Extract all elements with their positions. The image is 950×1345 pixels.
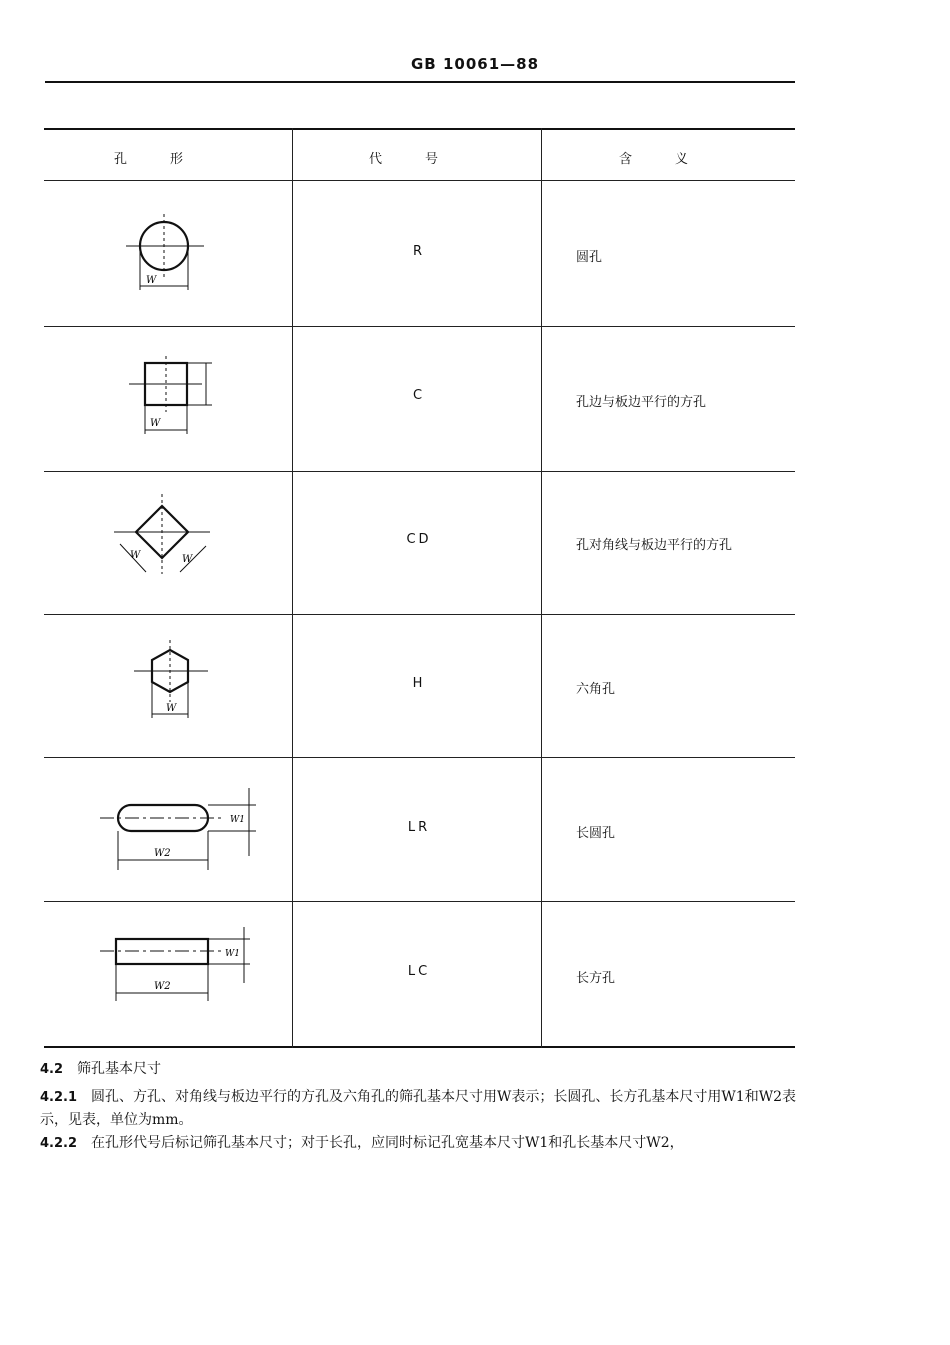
code-cell: CD	[406, 532, 432, 547]
dim-label: W1	[225, 949, 240, 959]
paragraph-text: 在孔形代号后标记筛孔基本尺寸；对于长孔，应同时标记孔宽基本尺寸W1和孔长基本尺寸W2，	[91, 1135, 684, 1151]
standard-number: GB 10061—88	[410, 55, 540, 73]
column-divider	[541, 128, 542, 1048]
row-divider	[44, 757, 795, 758]
meaning-cell: 六角孔	[576, 682, 616, 697]
paragraph-number: 4.2.2	[40, 1136, 78, 1151]
section-heading	[40, 1058, 800, 1081]
long-square-hole-icon	[84, 923, 254, 1027]
code-cell: C	[412, 388, 426, 403]
hole-type-table	[44, 128, 795, 1048]
dim-label: W	[150, 418, 161, 429]
diamond-hole-icon	[84, 488, 254, 592]
meaning-cell: 圆孔	[576, 250, 603, 265]
dim-label: W	[130, 550, 141, 561]
table-bottom-rule	[44, 1046, 795, 1048]
section-number: 4.2	[40, 1062, 64, 1077]
paragraph-4-2-2	[40, 1132, 800, 1155]
column-divider	[292, 128, 293, 1048]
meaning-cell: 长方孔	[576, 971, 616, 986]
dim-label: W2	[154, 848, 171, 859]
row-divider	[44, 901, 795, 902]
section-title: 筛孔基本尺寸	[77, 1061, 162, 1077]
code-cell: LC	[407, 964, 431, 979]
dim-label: W	[146, 275, 157, 286]
meaning-cell: 孔对角线与板边平行的方孔	[576, 538, 733, 553]
column-header-code: 代 号	[369, 152, 440, 167]
hexagon-hole-icon	[84, 636, 254, 730]
paragraph-number: 4.2.1	[40, 1090, 78, 1105]
code-cell: R	[412, 244, 426, 259]
code-cell: LR	[407, 820, 431, 835]
meaning-cell: 长圆孔	[576, 826, 616, 841]
table-top-rule	[44, 128, 795, 130]
dim-label: W2	[154, 981, 171, 992]
meaning-cell: 孔边与板边平行的方孔	[576, 395, 707, 410]
paragraph-4-2-1	[40, 1086, 800, 1132]
column-header-shape: 孔 形	[114, 152, 185, 167]
row-divider	[44, 326, 795, 327]
long-round-hole-icon	[84, 778, 254, 882]
row-divider	[44, 471, 795, 472]
table-header-rule	[44, 180, 795, 181]
column-header-meaning: 含 义	[619, 152, 690, 167]
dim-label: W1	[230, 815, 245, 825]
row-divider	[44, 614, 795, 615]
square-hole-icon	[84, 350, 254, 444]
dim-label: W	[166, 703, 177, 714]
dim-label: W	[182, 554, 193, 565]
round-hole-icon	[84, 206, 254, 300]
code-cell: H	[412, 676, 426, 691]
header-rule	[45, 81, 795, 83]
paragraph-text: 圆孔、方孔、对角线与板边平行的方孔及六角孔的筛孔基本尺寸用W表示；长圆孔、长方孔基本尺寸用W1和W2表示，见表，单位为mm。	[40, 1089, 796, 1128]
